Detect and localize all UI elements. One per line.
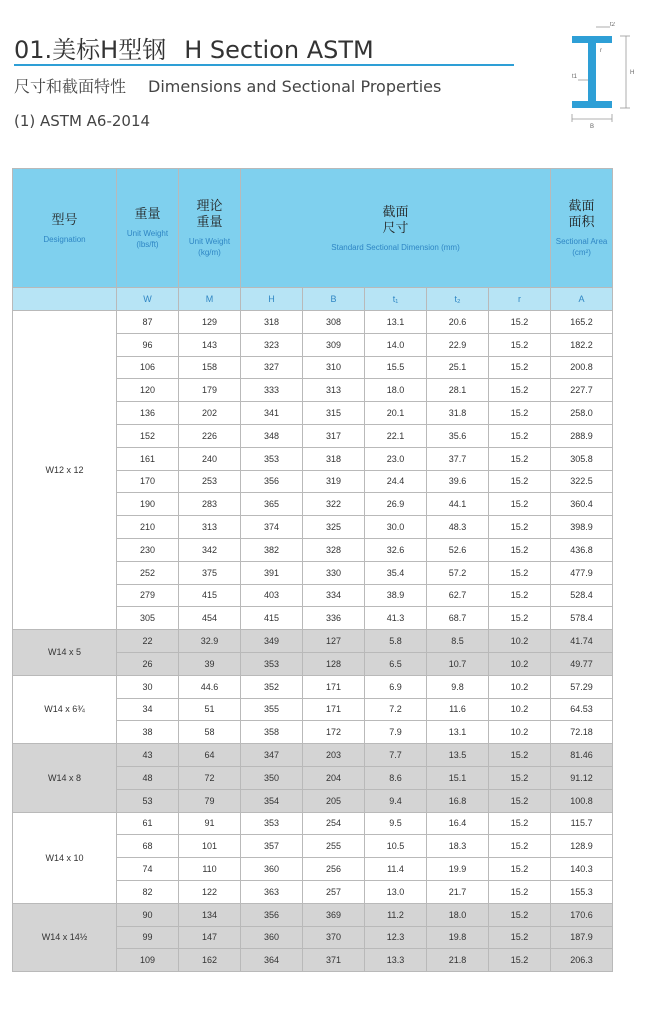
table-cell: 91.12 bbox=[551, 766, 613, 789]
table-cell: 34 bbox=[117, 698, 179, 721]
table-cell: 7.9 bbox=[365, 721, 427, 744]
table-cell: 82 bbox=[117, 880, 179, 903]
subheader-cell: r bbox=[489, 288, 551, 311]
table-cell: 170.6 bbox=[551, 903, 613, 926]
table-cell: 375 bbox=[179, 561, 241, 584]
table-cell: 356 bbox=[241, 470, 303, 493]
table-cell: 15.2 bbox=[489, 584, 551, 607]
table-cell: 352 bbox=[241, 675, 303, 698]
table-cell: 10.2 bbox=[489, 652, 551, 675]
table-cell: 288.9 bbox=[551, 424, 613, 447]
table-cell: 200.8 bbox=[551, 356, 613, 379]
table-cell: 158 bbox=[179, 356, 241, 379]
table-cell: 15.2 bbox=[489, 880, 551, 903]
table-cell: 257 bbox=[303, 880, 365, 903]
table-cell: 128 bbox=[303, 652, 365, 675]
table-cell: 171 bbox=[303, 675, 365, 698]
table-cell: 162 bbox=[179, 949, 241, 972]
title-english: H Section ASTM bbox=[184, 36, 374, 64]
table-cell: 28.1 bbox=[427, 379, 489, 402]
table-cell: 25.1 bbox=[427, 356, 489, 379]
table-cell: 110 bbox=[179, 858, 241, 881]
table-cell: 350 bbox=[241, 766, 303, 789]
table-cell: 328 bbox=[303, 538, 365, 561]
table-cell: 255 bbox=[303, 835, 365, 858]
table-cell: 49.77 bbox=[551, 652, 613, 675]
table-cell: 13.5 bbox=[427, 744, 489, 767]
table-cell: 330 bbox=[303, 561, 365, 584]
table-cell: 349 bbox=[241, 630, 303, 653]
designation-cell: W12 x 12 bbox=[13, 311, 117, 630]
table-cell: 30.0 bbox=[365, 516, 427, 539]
table-cell: 334 bbox=[303, 584, 365, 607]
table-cell: 20.6 bbox=[427, 311, 489, 334]
table-cell: 436.8 bbox=[551, 538, 613, 561]
table-cell: 140.3 bbox=[551, 858, 613, 881]
table-cell: 371 bbox=[303, 949, 365, 972]
table-cell: 398.9 bbox=[551, 516, 613, 539]
table-cell: 325 bbox=[303, 516, 365, 539]
table-cell: 363 bbox=[241, 880, 303, 903]
subheader-cell: B bbox=[303, 288, 365, 311]
table-cell: 357 bbox=[241, 835, 303, 858]
table-cell: 415 bbox=[241, 607, 303, 630]
table-cell: 15.2 bbox=[489, 835, 551, 858]
table-cell: 87 bbox=[117, 311, 179, 334]
table-cell: 20.1 bbox=[365, 402, 427, 425]
table-cell: 327 bbox=[241, 356, 303, 379]
subheader-cell: t₂ bbox=[427, 288, 489, 311]
table-cell: 391 bbox=[241, 561, 303, 584]
table-cell: 41.74 bbox=[551, 630, 613, 653]
table-cell: 15.2 bbox=[489, 402, 551, 425]
table-cell: 58 bbox=[179, 721, 241, 744]
subheader-empty bbox=[13, 288, 117, 311]
table-cell: 35.6 bbox=[427, 424, 489, 447]
table-cell: 6.5 bbox=[365, 652, 427, 675]
table-cell: 68 bbox=[117, 835, 179, 858]
table-cell: 403 bbox=[241, 584, 303, 607]
table-cell: 415 bbox=[179, 584, 241, 607]
table-cell: 120 bbox=[117, 379, 179, 402]
table-cell: 43 bbox=[117, 744, 179, 767]
table-cell: 477.9 bbox=[551, 561, 613, 584]
table-cell: 48 bbox=[117, 766, 179, 789]
table-cell: 31.8 bbox=[427, 402, 489, 425]
table-cell: 64.53 bbox=[551, 698, 613, 721]
table-cell: 15.2 bbox=[489, 766, 551, 789]
table-cell: 57.2 bbox=[427, 561, 489, 584]
table-cell: 322 bbox=[303, 493, 365, 516]
table-cell: 10.7 bbox=[427, 652, 489, 675]
table-cell: 353 bbox=[241, 652, 303, 675]
table-cell: 155.3 bbox=[551, 880, 613, 903]
table-cell: 22 bbox=[117, 630, 179, 653]
subtitle bbox=[14, 74, 441, 97]
table-cell: 38 bbox=[117, 721, 179, 744]
table-cell: 309 bbox=[303, 333, 365, 356]
table-cell: 315 bbox=[303, 402, 365, 425]
diagram-label-t1: t1 bbox=[572, 74, 578, 80]
subheader-cell: t₁ bbox=[365, 288, 427, 311]
table-cell: 578.4 bbox=[551, 607, 613, 630]
table-cell: 11.4 bbox=[365, 858, 427, 881]
table-cell: 165.2 bbox=[551, 311, 613, 334]
table-cell: 353 bbox=[241, 447, 303, 470]
table-cell: 109 bbox=[117, 949, 179, 972]
table-cell: 18.0 bbox=[427, 903, 489, 926]
table-cell: 15.2 bbox=[489, 607, 551, 630]
table-row bbox=[13, 311, 613, 334]
table-cell: 358 bbox=[241, 721, 303, 744]
table-cell: 57.29 bbox=[551, 675, 613, 698]
table-cell: 15.2 bbox=[489, 333, 551, 356]
designation-cell: W14 x 8 bbox=[13, 744, 117, 812]
table-cell: 15.2 bbox=[489, 493, 551, 516]
table-cell: 318 bbox=[303, 447, 365, 470]
h-section-diagram-icon bbox=[564, 22, 648, 130]
table-cell: 129 bbox=[179, 311, 241, 334]
table-cell: 24.4 bbox=[365, 470, 427, 493]
table-cell: 48.3 bbox=[427, 516, 489, 539]
table-cell: 15.5 bbox=[365, 356, 427, 379]
table-cell: 305 bbox=[117, 607, 179, 630]
table-cell: 14.0 bbox=[365, 333, 427, 356]
table-cell: 360 bbox=[241, 858, 303, 881]
table-cell: 41.3 bbox=[365, 607, 427, 630]
table-cell: 79 bbox=[179, 789, 241, 812]
table-cell: 15.2 bbox=[489, 470, 551, 493]
table-cell: 374 bbox=[241, 516, 303, 539]
table-cell: 10.2 bbox=[489, 721, 551, 744]
table-cell: 15.2 bbox=[489, 424, 551, 447]
table-cell: 10.2 bbox=[489, 630, 551, 653]
table-cell: 347 bbox=[241, 744, 303, 767]
header-designation: 型号 Designation bbox=[13, 169, 117, 288]
header-area: 截面 面积 Sectional Area (cm²) bbox=[551, 169, 613, 288]
table-cell: 21.8 bbox=[427, 949, 489, 972]
table-cell: 171 bbox=[303, 698, 365, 721]
table-cell: 8.5 bbox=[427, 630, 489, 653]
table-cell: 18.3 bbox=[427, 835, 489, 858]
table-cell: 382 bbox=[241, 538, 303, 561]
standard-label: (1) ASTM A6-2014 bbox=[14, 112, 151, 130]
table-cell: 16.4 bbox=[427, 812, 489, 835]
table-cell: 74 bbox=[117, 858, 179, 881]
table-cell: 15.2 bbox=[489, 561, 551, 584]
table-cell: 322.5 bbox=[551, 470, 613, 493]
table-cell: 127 bbox=[303, 630, 365, 653]
table-cell: 18.0 bbox=[365, 379, 427, 402]
table-cell: 21.7 bbox=[427, 880, 489, 903]
table-cell: 15.2 bbox=[489, 903, 551, 926]
table-cell: 143 bbox=[179, 333, 241, 356]
table-cell: 13.1 bbox=[365, 311, 427, 334]
subheader-cell: H bbox=[241, 288, 303, 311]
table-cell: 22.1 bbox=[365, 424, 427, 447]
table-cell: 22.9 bbox=[427, 333, 489, 356]
table-cell: 15.2 bbox=[489, 447, 551, 470]
table-cell: 72.18 bbox=[551, 721, 613, 744]
table-cell: 205 bbox=[303, 789, 365, 812]
table-cell: 6.9 bbox=[365, 675, 427, 698]
table-cell: 365 bbox=[241, 493, 303, 516]
table-cell: 30 bbox=[117, 675, 179, 698]
table-cell: 369 bbox=[303, 903, 365, 926]
table-cell: 32.9 bbox=[179, 630, 241, 653]
table-cell: 10.2 bbox=[489, 675, 551, 698]
table-cell: 226 bbox=[179, 424, 241, 447]
table-row bbox=[13, 744, 613, 767]
table-cell: 152 bbox=[117, 424, 179, 447]
table-cell: 240 bbox=[179, 447, 241, 470]
table-cell: 333 bbox=[241, 379, 303, 402]
subheader-cell: W bbox=[117, 288, 179, 311]
table-cell: 364 bbox=[241, 949, 303, 972]
spec-table bbox=[12, 168, 613, 972]
table-cell: 7.7 bbox=[365, 744, 427, 767]
table-cell: 15.2 bbox=[489, 379, 551, 402]
table-cell: 279 bbox=[117, 584, 179, 607]
table-cell: 253 bbox=[179, 470, 241, 493]
table-cell: 11.2 bbox=[365, 903, 427, 926]
table-cell: 15.2 bbox=[489, 949, 551, 972]
table-cell: 128.9 bbox=[551, 835, 613, 858]
table-cell: 13.1 bbox=[427, 721, 489, 744]
table-cell: 8.6 bbox=[365, 766, 427, 789]
table-cell: 147 bbox=[179, 926, 241, 949]
subheader-cell: M bbox=[179, 288, 241, 311]
table-cell: 313 bbox=[179, 516, 241, 539]
table-cell: 136 bbox=[117, 402, 179, 425]
designation-cell: W14 x 5 bbox=[13, 630, 117, 676]
table-cell: 13.0 bbox=[365, 880, 427, 903]
table-cell: 15.2 bbox=[489, 858, 551, 881]
table-cell: 182.2 bbox=[551, 333, 613, 356]
table-cell: 68.7 bbox=[427, 607, 489, 630]
table-cell: 9.8 bbox=[427, 675, 489, 698]
table-cell: 15.2 bbox=[489, 538, 551, 561]
table-cell: 170 bbox=[117, 470, 179, 493]
table-cell: 134 bbox=[179, 903, 241, 926]
table-cell: 39.6 bbox=[427, 470, 489, 493]
table-cell: 10.2 bbox=[489, 698, 551, 721]
table-cell: 90 bbox=[117, 903, 179, 926]
table-cell: 317 bbox=[303, 424, 365, 447]
table-cell: 19.8 bbox=[427, 926, 489, 949]
designation-cell: W14 x 14½ bbox=[13, 903, 117, 971]
table-cell: 172 bbox=[303, 721, 365, 744]
diagram-label-h: H bbox=[630, 70, 635, 76]
title-chinese: 01.美标H型钢 bbox=[14, 36, 167, 64]
diagram-label-r: r bbox=[600, 48, 602, 54]
table-cell: 348 bbox=[241, 424, 303, 447]
table-cell: 115.7 bbox=[551, 812, 613, 835]
table-cell: 283 bbox=[179, 493, 241, 516]
table-cell: 256 bbox=[303, 858, 365, 881]
diagram-label-b: B bbox=[590, 124, 595, 130]
table-cell: 53 bbox=[117, 789, 179, 812]
table-cell: 44.1 bbox=[427, 493, 489, 516]
table-cell: 308 bbox=[303, 311, 365, 334]
subtitle-chinese: 尺寸和截面特性 bbox=[14, 77, 127, 96]
table-cell: 360 bbox=[241, 926, 303, 949]
table-cell: 10.5 bbox=[365, 835, 427, 858]
table-cell: 9.5 bbox=[365, 812, 427, 835]
header-dimension: 截面 尺寸 Standard Sectional Dimension (mm) bbox=[241, 169, 551, 288]
table-cell: 91 bbox=[179, 812, 241, 835]
table-cell: 336 bbox=[303, 607, 365, 630]
table-cell: 101 bbox=[179, 835, 241, 858]
table-cell: 210 bbox=[117, 516, 179, 539]
subheader-row bbox=[13, 288, 613, 311]
table-cell: 370 bbox=[303, 926, 365, 949]
table-cell: 23.0 bbox=[365, 447, 427, 470]
table-cell: 354 bbox=[241, 789, 303, 812]
table-cell: 204 bbox=[303, 766, 365, 789]
table-cell: 44.6 bbox=[179, 675, 241, 698]
table-cell: 319 bbox=[303, 470, 365, 493]
table-cell: 15.2 bbox=[489, 744, 551, 767]
table-cell: 64 bbox=[179, 744, 241, 767]
table-cell: 202 bbox=[179, 402, 241, 425]
table-cell: 318 bbox=[241, 311, 303, 334]
table-cell: 323 bbox=[241, 333, 303, 356]
table-cell: 15.1 bbox=[427, 766, 489, 789]
table-cell: 32.6 bbox=[365, 538, 427, 561]
table-cell: 26 bbox=[117, 652, 179, 675]
table-cell: 179 bbox=[179, 379, 241, 402]
subheader-cell: A bbox=[551, 288, 613, 311]
subtitle-english: Dimensions and Sectional Properties bbox=[148, 77, 442, 96]
table-cell: 313 bbox=[303, 379, 365, 402]
table-cell: 16.8 bbox=[427, 789, 489, 812]
title-underline bbox=[14, 64, 514, 66]
table-cell: 7.2 bbox=[365, 698, 427, 721]
table-cell: 258.0 bbox=[551, 402, 613, 425]
page-title bbox=[14, 30, 374, 65]
table-cell: 99 bbox=[117, 926, 179, 949]
table-cell: 52.6 bbox=[427, 538, 489, 561]
table-cell: 122 bbox=[179, 880, 241, 903]
table-row bbox=[13, 812, 613, 835]
table-row bbox=[13, 630, 613, 653]
table-cell: 19.9 bbox=[427, 858, 489, 881]
table-cell: 12.3 bbox=[365, 926, 427, 949]
header-unit-weight: 重量 Unit Weight (lbs/ft) bbox=[117, 169, 179, 288]
designation-cell: W14 x 6¾ bbox=[13, 675, 117, 743]
header-theoretical-weight: 理论 重量 Unit Weight (kg/m) bbox=[179, 169, 241, 288]
table-cell: 11.6 bbox=[427, 698, 489, 721]
table-cell: 252 bbox=[117, 561, 179, 584]
table-cell: 310 bbox=[303, 356, 365, 379]
table-cell: 356 bbox=[241, 903, 303, 926]
table-cell: 230 bbox=[117, 538, 179, 561]
table-cell: 51 bbox=[179, 698, 241, 721]
spec-table-body bbox=[13, 311, 613, 972]
table-cell: 227.7 bbox=[551, 379, 613, 402]
table-cell: 100.8 bbox=[551, 789, 613, 812]
table-cell: 203 bbox=[303, 744, 365, 767]
table-row bbox=[13, 675, 613, 698]
table-cell: 81.46 bbox=[551, 744, 613, 767]
table-cell: 96 bbox=[117, 333, 179, 356]
table-cell: 15.2 bbox=[489, 311, 551, 334]
table-cell: 15.2 bbox=[489, 812, 551, 835]
table-cell: 254 bbox=[303, 812, 365, 835]
table-cell: 206.3 bbox=[551, 949, 613, 972]
table-cell: 39 bbox=[179, 652, 241, 675]
table-cell: 9.4 bbox=[365, 789, 427, 812]
table-cell: 15.2 bbox=[489, 516, 551, 539]
table-cell: 62.7 bbox=[427, 584, 489, 607]
table-cell: 528.4 bbox=[551, 584, 613, 607]
table-cell: 37.7 bbox=[427, 447, 489, 470]
table-cell: 61 bbox=[117, 812, 179, 835]
table-cell: 360.4 bbox=[551, 493, 613, 516]
table-cell: 454 bbox=[179, 607, 241, 630]
table-cell: 341 bbox=[241, 402, 303, 425]
table-cell: 187.9 bbox=[551, 926, 613, 949]
diagram-label-t2: t2 bbox=[610, 22, 616, 28]
table-cell: 38.9 bbox=[365, 584, 427, 607]
table-cell: 35.4 bbox=[365, 561, 427, 584]
table-row bbox=[13, 903, 613, 926]
table-cell: 342 bbox=[179, 538, 241, 561]
table-cell: 15.2 bbox=[489, 789, 551, 812]
table-cell: 106 bbox=[117, 356, 179, 379]
table-cell: 15.2 bbox=[489, 356, 551, 379]
table-cell: 353 bbox=[241, 812, 303, 835]
table-cell: 355 bbox=[241, 698, 303, 721]
table-cell: 161 bbox=[117, 447, 179, 470]
table-cell: 26.9 bbox=[365, 493, 427, 516]
table-cell: 190 bbox=[117, 493, 179, 516]
table-cell: 305.8 bbox=[551, 447, 613, 470]
table-cell: 13.3 bbox=[365, 949, 427, 972]
designation-cell: W14 x 10 bbox=[13, 812, 117, 903]
table-cell: 5.8 bbox=[365, 630, 427, 653]
table-cell: 72 bbox=[179, 766, 241, 789]
table-cell: 15.2 bbox=[489, 926, 551, 949]
